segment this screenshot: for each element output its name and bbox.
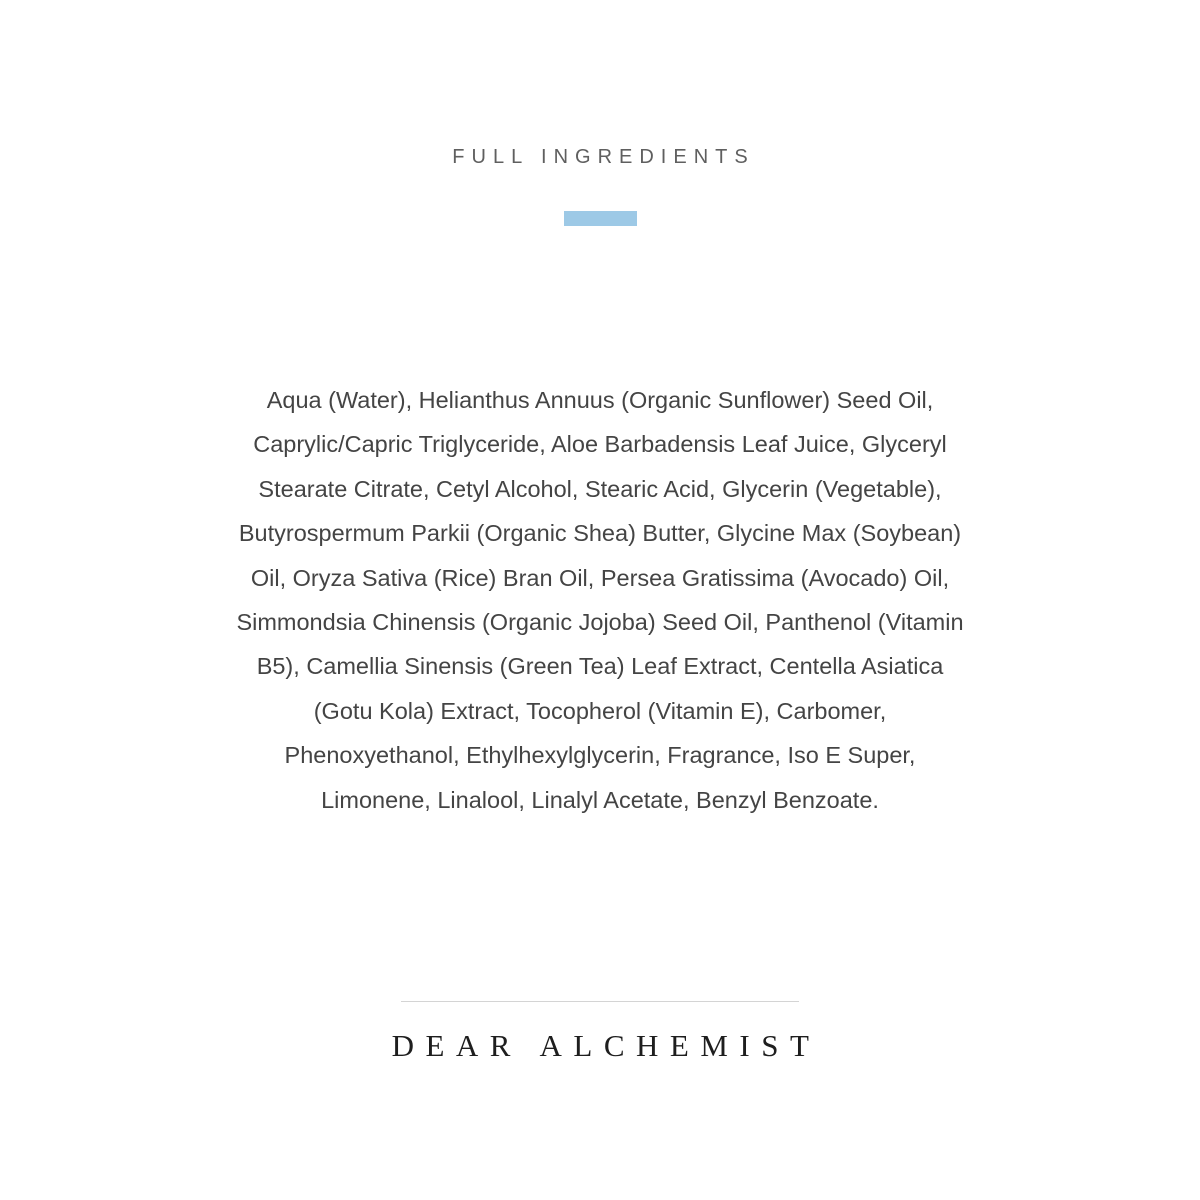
section-heading: FULL INGREDIENTS xyxy=(452,146,755,168)
footer-divider xyxy=(401,1001,799,1002)
accent-bar xyxy=(564,211,637,226)
ingredients-list: Aqua (Water), Helianthus Annuus (Organic Sunflower) Seed Oil, Caprylic/Capric Triglyceride, Aloe Barbadensis Leaf Juice, Glyceryl Stearate Citrate, Cetyl Alcohol, Stearic Acid, Glycerin (Vegetable), Butyrospermum Parkii (Organic Shea) Butter, Glycine Max (Soybean) Oil, Oryza Sativa (Rice) Bran Oil, Persea Gratissima (Avocado) Oil, Simmondsia Chinensis (Organic Jojoba) Seed Oil, Panthenol (Vitamin B5), Camellia Sinensis (Green Tea) Leaf Extract, Centella Asiatica (Gotu Kola) Extract, Tocopherol (Vitamin E), Carbomer, Phenoxyethanol, Ethylhexylglycerin, Fragrance, Iso E Super, Limonene, Linalool, Linalyl Acetate, Benzyl Benzoate. xyxy=(236,387,964,813)
brand-logo-text: DEAR ALCHEMIST xyxy=(391,1028,821,1063)
